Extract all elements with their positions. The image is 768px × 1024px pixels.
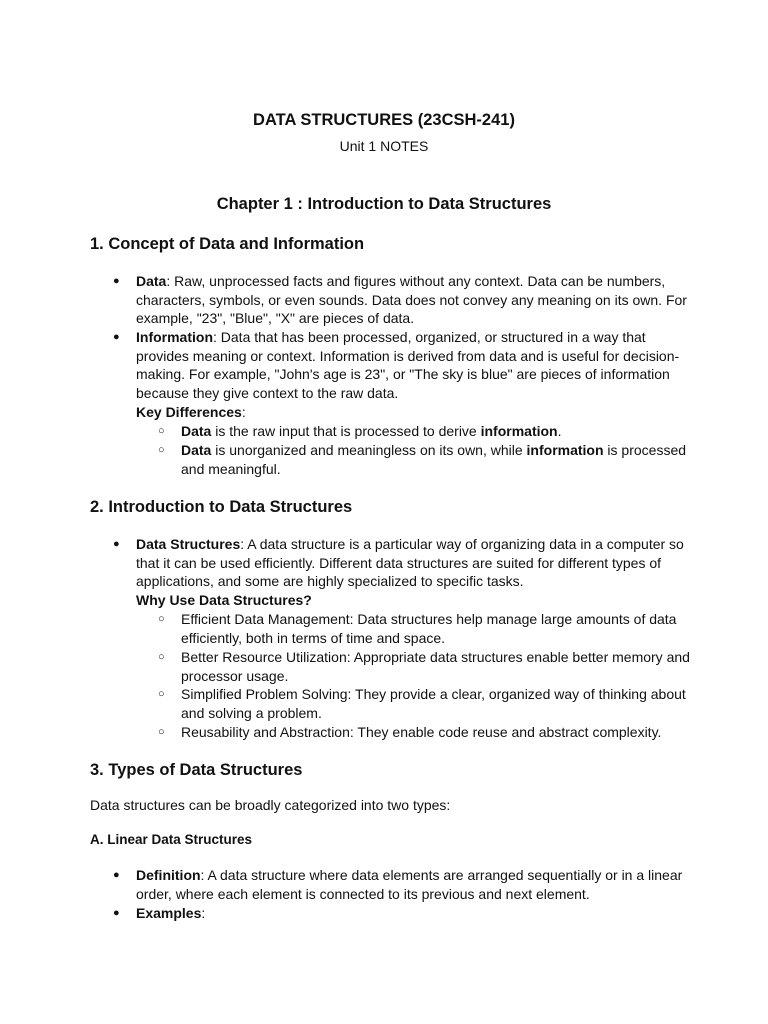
document-subtitle: Unit 1 NOTES xyxy=(339,138,429,154)
linear-ds-heading: A. Linear Data Structures xyxy=(90,832,253,847)
bullet-marker: ● xyxy=(113,907,120,919)
reason-item: Efficient Data Management: Data structures help manage large amounts of data efficiently, both in terms of time and space. xyxy=(181,611,677,646)
bullet-marker: ● xyxy=(113,869,120,881)
data-definition: : Raw, unprocessed facts and figures without any context. Data can be numbers, characters, symbols, or even sounds. Data does not convey any meaning on its own. For example, "23", "Blue", "X" are pieces of data. xyxy=(136,273,687,327)
circle-marker: ○ xyxy=(158,613,165,625)
difference-item: Data is unorganized and meaningless on its own, while information is processed and meaningful. xyxy=(181,442,687,477)
term-data: Data xyxy=(136,273,167,289)
bullet-marker: ● xyxy=(113,331,120,343)
circle-marker: ○ xyxy=(158,425,165,437)
circle-marker: ○ xyxy=(158,688,165,700)
section2-heading: 2. Introduction to Data Structures xyxy=(90,498,353,516)
term-examples: Examples xyxy=(136,905,202,921)
section1-heading: 1. Concept of Data and Information xyxy=(90,235,365,253)
circle-marker: ○ xyxy=(158,726,165,738)
bullet-marker: ● xyxy=(113,275,120,287)
reason-item: Reusability and Abstraction: They enable code reuse and abstract complexity. xyxy=(181,724,662,740)
reason-item: Better Resource Utilization: Appropriate data structures enable better memory and processor usage. xyxy=(181,649,690,684)
list-item-examples: Examples: xyxy=(136,905,206,921)
data-structures-definition: : A data structure is a particular way of organizing data in a computer so that it can be used efficiently. Different data structures are suited for different types of applications, and some are highly specialized to specific tasks. xyxy=(136,536,684,590)
list-item-information xyxy=(136,328,696,403)
document-title: DATA STRUCTURES (23CSH-241) xyxy=(253,111,515,129)
list-item-data xyxy=(136,272,696,328)
key-differences-label: Key Differences: xyxy=(136,404,246,420)
list-item-definition xyxy=(136,866,696,903)
term-definition: Definition xyxy=(136,867,201,883)
difference-item: Data is the raw input that is processed to derive information. xyxy=(181,423,562,439)
linear-definition: : A data structure where data elements are arranged sequentially or in a linear order, where each element is connected to its previous and next element. xyxy=(136,867,683,902)
why-use-label: Why Use Data Structures? xyxy=(136,592,312,608)
reason-item: Simplified Problem Solving: They provide a clear, organized way of thinking about and solving a problem. xyxy=(181,686,686,721)
bullet-marker: ● xyxy=(113,538,120,550)
circle-marker: ○ xyxy=(158,444,165,456)
term-information: Information xyxy=(136,329,213,345)
section3-intro: Data structures can be broadly categorized into two types: xyxy=(90,797,451,813)
section3-heading: 3. Types of Data Structures xyxy=(90,761,303,779)
chapter-heading: Chapter 1 : Introduction to Data Structures xyxy=(216,195,552,213)
circle-marker: ○ xyxy=(158,651,165,663)
information-definition: : Data that has been processed, organized, or structured in a way that provides meaning or context. Information is derived from data and is useful for decision-making. For example, "John's age is 23", or "The sky is blue" are pieces of information because they give context to the raw data. xyxy=(136,329,680,402)
list-item-data-structures xyxy=(136,535,696,591)
term-data-structures: Data Structures xyxy=(136,536,241,552)
